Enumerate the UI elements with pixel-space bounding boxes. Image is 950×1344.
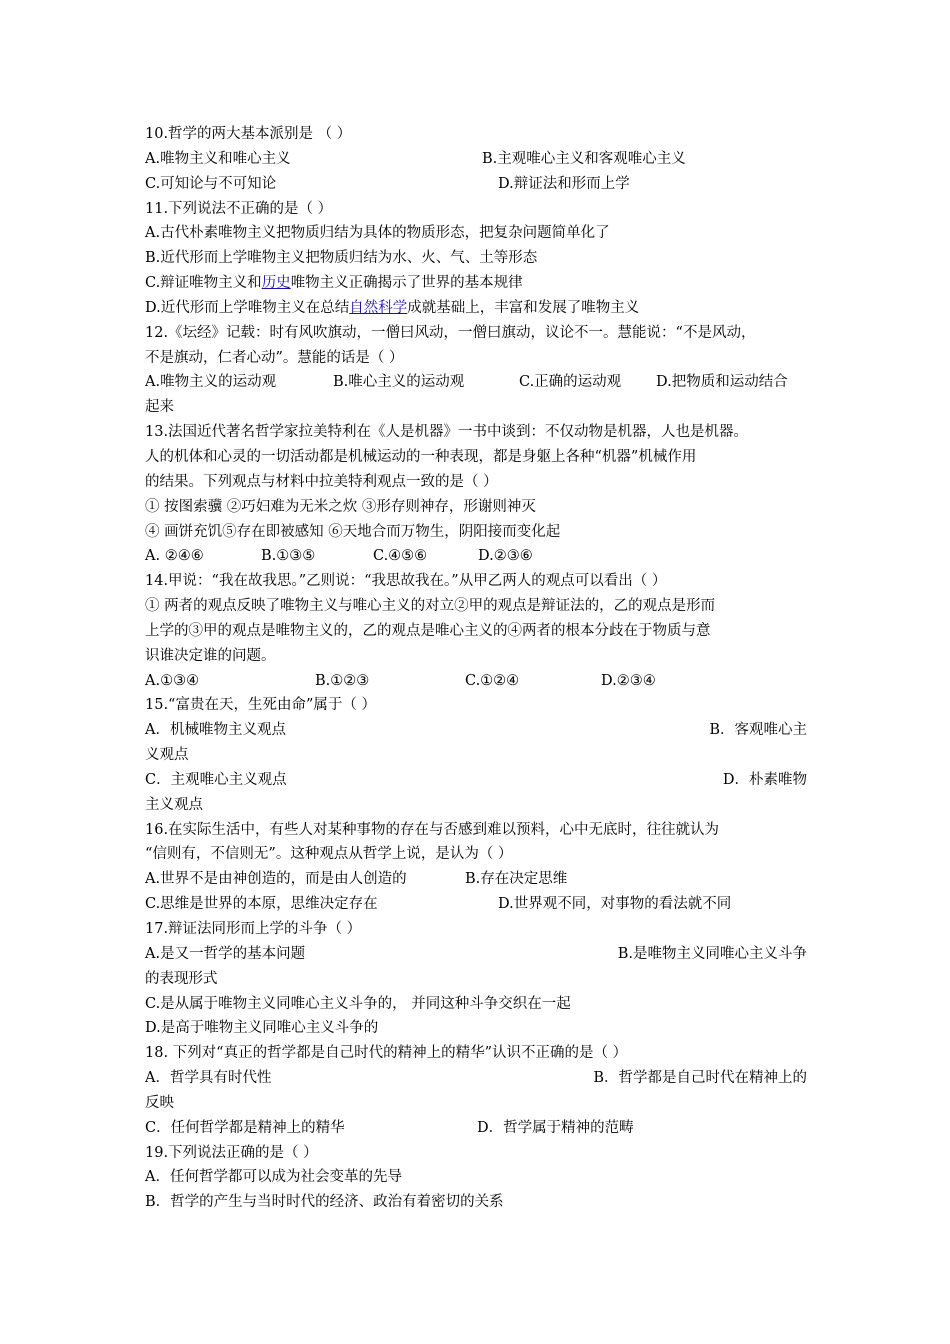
q18-option-c: C．任何哲学都是精神上的精华 bbox=[145, 1119, 345, 1136]
q16-option-a: A.世界不是由神创造的，而是由人创造的 bbox=[145, 871, 407, 888]
q14-option-c: C.①②④ bbox=[465, 672, 520, 689]
q10-stem: 10.哲学的两大基本派别是 （ ） bbox=[145, 126, 352, 142]
q14-option-b: B.①②③ bbox=[315, 672, 370, 689]
q10-options-cd bbox=[145, 172, 807, 197]
q14-stem-line4: 识谁决定谁的问题。 bbox=[145, 647, 276, 664]
history-link[interactable]: 历史 bbox=[261, 275, 291, 292]
q12-option-d-cont: 起来 bbox=[145, 399, 174, 416]
q10-options-ab bbox=[145, 147, 807, 172]
q14-option-a: A.①③④ bbox=[145, 672, 200, 689]
q16-stem-line2: “信则有，不信则无”。这种观点从哲学上说，是认为（ ） bbox=[145, 846, 513, 863]
q17-option-b-cont: 的表现形式 bbox=[145, 970, 218, 987]
q18-option-b-cont: 反映 bbox=[145, 1094, 174, 1111]
q12-option-c: C.正确的运动观 bbox=[519, 374, 622, 391]
q12-stem-line2: 不是旗动，仁者心动”。慧能的话是（ ） bbox=[145, 349, 404, 366]
q17-stem: 17.辩证法同形而上学的斗争（ ） bbox=[145, 921, 362, 937]
q15-options-ab bbox=[145, 718, 807, 743]
q14-stem-line2: ① 两者的观点反映了唯物主义与唯心主义的对立②甲的观点是辩证法的，乙的观点是形而 bbox=[145, 598, 716, 615]
q11-stem: 11.下列说法不正确的是（ ） bbox=[145, 200, 333, 217]
q14-option-d: D.②③④ bbox=[601, 672, 656, 689]
q12-option-a: A.唯物主义的运动观 bbox=[145, 374, 277, 391]
q10-option-d: D.辩证法和形而上学 bbox=[498, 175, 630, 192]
q12-option-b: B.唯心主义的运动观 bbox=[333, 374, 465, 391]
q17-option-a: A.是又一哲学的基本问题 bbox=[145, 945, 306, 962]
q17-option-c: C.是从属于唯物主义同唯心主义斗争的， 并同这种斗争交织在一起 bbox=[145, 995, 571, 1012]
q17-option-b: B.是唯物主义同唯心主义斗争 bbox=[617, 945, 807, 962]
q11-option-d: D.近代形而上学唯物主义在总结自然科学成就基础上，丰富和发展了唯物主义 bbox=[145, 299, 640, 316]
q14-stem-line1: 14.甲说：“我在故我思。”乙则说：“我思故我在。”从甲乙两人的观点可以看出（ ） bbox=[145, 573, 667, 590]
q12-options bbox=[145, 370, 807, 395]
q15-option-b-cont: 义观点 bbox=[145, 747, 189, 764]
q13-stem-line2: 人的机体和心灵的一切活动都是机械运动的一种表现，都是身躯上各种“机器”机械作用 bbox=[145, 448, 697, 465]
q13-option-b: B.①③⑤ bbox=[261, 548, 316, 565]
q16-stem-line1: 16.在实际生活中，有些人对某种事物的存在与否感到难以预料，心中无底时，往往就认为 bbox=[145, 821, 720, 838]
q15-option-d-cont: 主义观点 bbox=[145, 796, 203, 813]
q11-option-c: C.辩证唯物主义和历史唯物主义正确揭示了世界的基本规律 bbox=[145, 275, 523, 292]
q13-option-d: D.②③⑥ bbox=[478, 548, 533, 565]
q13-statements-2: ④ 画饼充饥⑤存在即被感知 ⑥天地合而万物生，阴阳接而变化起 bbox=[145, 523, 561, 540]
q16-options-cd bbox=[145, 892, 807, 917]
q18-stem: 18. 下列对“真正的哲学都是自己时代的精神上的精华”认识不正确的是（ ） bbox=[145, 1045, 628, 1062]
q17-options-ab bbox=[145, 942, 807, 967]
q16-option-b: B.存在决定思维 bbox=[465, 871, 568, 888]
q14-options bbox=[145, 669, 807, 694]
q13-option-a: A. ②④⑥ bbox=[145, 548, 204, 565]
q11-option-b: B.近代形而上学唯物主义把物质归结为水、火、气、土等形态 bbox=[145, 250, 538, 267]
q15-option-d: D．朴素唯物 bbox=[722, 771, 807, 788]
q11-option-a: A.古代朴素唯物主义把物质归结为具体的物质形态，把复杂问题简单化了 bbox=[145, 225, 610, 242]
q19-option-b: B．哲学的产生与当时时代的经济、政治有着密切的关系 bbox=[145, 1194, 504, 1211]
q13-stem-line3: 的结果。下列观点与材料中拉美特利观点一致的是（ ） bbox=[145, 473, 498, 490]
q15-option-c: C．主观唯心主义观点 bbox=[145, 771, 287, 788]
q15-option-a: A．机械唯物主义观点 bbox=[145, 722, 286, 739]
q17-option-d: D.是高于唯物主义同唯心主义斗争的 bbox=[145, 1020, 379, 1037]
q15-option-b: B．客观唯心主 bbox=[709, 722, 807, 739]
q19-stem: 19.下列说法正确的是（ ） bbox=[145, 1144, 318, 1161]
q16-options-ab bbox=[145, 867, 807, 892]
q19-option-a: A．任何哲学都可以成为社会变革的先导 bbox=[145, 1169, 402, 1186]
q12-stem-line1: 12.《坛经》记载：时有风吹旗动，一僧曰风动，一僧曰旗动，议论不一。慧能说：“不是风动， bbox=[145, 324, 756, 341]
q10-option-b: B.主观唯心主义和客观唯心主义 bbox=[482, 150, 686, 167]
q10-option-a: A.唯物主义和唯心主义 bbox=[145, 150, 291, 167]
q13-stem-line1: 13.法国近代著名哲学家拉美特利在《人是机器》一书中谈到：不仅动物是机器，人也是机器。 bbox=[145, 424, 749, 441]
q16-option-d: D.世界观不同，对事物的看法就不同 bbox=[498, 896, 732, 913]
q15-stem: 15.“富贵在天，生死由命”属于（ ） bbox=[145, 697, 376, 714]
q13-options bbox=[145, 544, 807, 569]
q10-option-c: C.可知论与不可知论 bbox=[145, 175, 277, 192]
natural-science-link[interactable]: 自然科学 bbox=[349, 299, 408, 316]
exam-text bbox=[145, 122, 807, 1215]
q13-statements-1: ① 按图索骥 ②巧妇难为无米之炊 ③形存则神存，形谢则神灭 bbox=[145, 498, 536, 515]
q16-option-c: C.思维是世界的本原，思维决定存在 bbox=[145, 896, 378, 913]
q12-option-d: D.把物质和运动结合 bbox=[656, 374, 788, 391]
q14-stem-line3: 上学的③甲的观点是唯物主义的，乙的观点是唯心主义的④两者的根本分歧在于物质与意 bbox=[145, 622, 711, 639]
q18-options-cd bbox=[145, 1116, 807, 1141]
q18-option-b: B．哲学都是自己时代在精神上的 bbox=[593, 1070, 807, 1087]
q18-options-ab bbox=[145, 1066, 807, 1091]
q15-options-cd bbox=[145, 768, 807, 793]
q18-option-a: A．哲学具有时代性 bbox=[145, 1070, 272, 1087]
q18-option-d: D．哲学属于精神的范畴 bbox=[477, 1119, 634, 1136]
q13-option-c: C.④⑤⑥ bbox=[373, 548, 428, 565]
